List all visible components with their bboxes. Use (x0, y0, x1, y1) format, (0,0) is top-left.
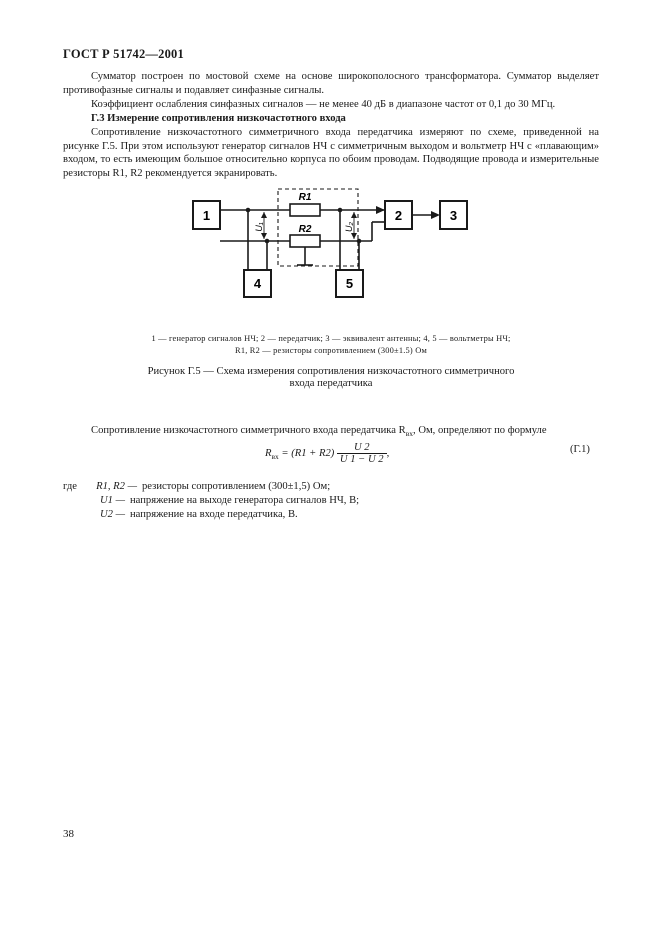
section-heading (63, 112, 599, 126)
where-sym-3: U2 — (99, 509, 125, 520)
where-text-3: напряжение на входе передатчика, В. (130, 509, 298, 520)
block-1-label: 1 (202, 208, 211, 223)
figure-legend-line1: 1 — генератор сигналов НЧ; 2 — передатчик; 3 — эквивалент антенны; 4, 5 — вольтметры НЧ; (151, 334, 511, 343)
formula-intro: Сопротивление низкочастотного симметричного входа передатчика $R_{вх}$, Ом, определяют по формуле (91, 425, 547, 439)
formula-g1: $R_{вх} = (R1 + R2)$ $\frac{U 2}{U 1 - U 2}$ , (265, 442, 390, 465)
label-u2: U₂ (344, 222, 354, 232)
circuit-diagram (150, 185, 510, 305)
paragraph-summator: Сумматор построен по мостовой схеме на основе широкополосного трансформатора. Сумматор выделяет противофазные сигналы и подавляет синфазные сигналы. (63, 71, 599, 96)
resistor-r1 (290, 204, 320, 216)
figure-title-line2: входа передатчика (289, 378, 373, 389)
where-sym-1: R1, R2 — (96, 481, 137, 492)
where-sym-2: U1 — (99, 495, 125, 506)
page-number: 38 (63, 828, 74, 840)
formula-fraction: $\frac{U 2}{U 1 - U 2}$ (337, 442, 387, 465)
resistor-r2 (290, 235, 320, 247)
label-r1: R1 (298, 192, 312, 203)
block-3-label: 3 (449, 208, 458, 223)
document-header: ГОСТ Р 51742—2001 (63, 47, 184, 61)
arrow-to-antenna (431, 211, 440, 219)
formula-number: (Г.1) (570, 444, 590, 455)
where-intro: где (63, 481, 77, 492)
figure-title-line1: Рисунок Г.5 — Схема измерения сопротивления низкочастотного симметричного (147, 366, 515, 377)
section-title: Измерение сопротивления низкочастотного входа (107, 113, 346, 124)
label-u1: U₁ (254, 222, 264, 232)
label-r2: R2 (298, 224, 312, 235)
where-text-1: резисторы сопротивлением (300±1,5) Ом; (142, 481, 331, 492)
section-number: Г.3 (91, 113, 105, 124)
where-text-2: напряжение на выходе генератора сигналов НЧ, В; (130, 495, 360, 506)
block-2-label: 2 (394, 208, 403, 223)
block-5-label: 5 (345, 276, 354, 291)
figure-legend-line2: R1, R2 — резисторы сопротивлением (300±1.5) Ом (235, 346, 427, 355)
paragraph-measurement: Сопротивление низкочастотного симметричного входа передатчика измеряют по схеме, приведенной на рисунке Г.5. При этом используют генератор сигналов НЧ с симметричным выходом и вольтметр НЧ с «плавающим» входом, то есть имеющим большое относительно корпуса по обоим проводам. Подводящие провода и измерительные резисторы R1, R2 рекомендуется экранировать. (63, 127, 599, 179)
block-4-label: 4 (253, 276, 262, 291)
paragraph-attenuation: Коэффициент ослабления синфазных сигналов — не менее 40 дБ в диапазоне частот от 0,1 до 30 МГц. (91, 99, 556, 110)
arrow-to-transmitter (376, 206, 385, 214)
